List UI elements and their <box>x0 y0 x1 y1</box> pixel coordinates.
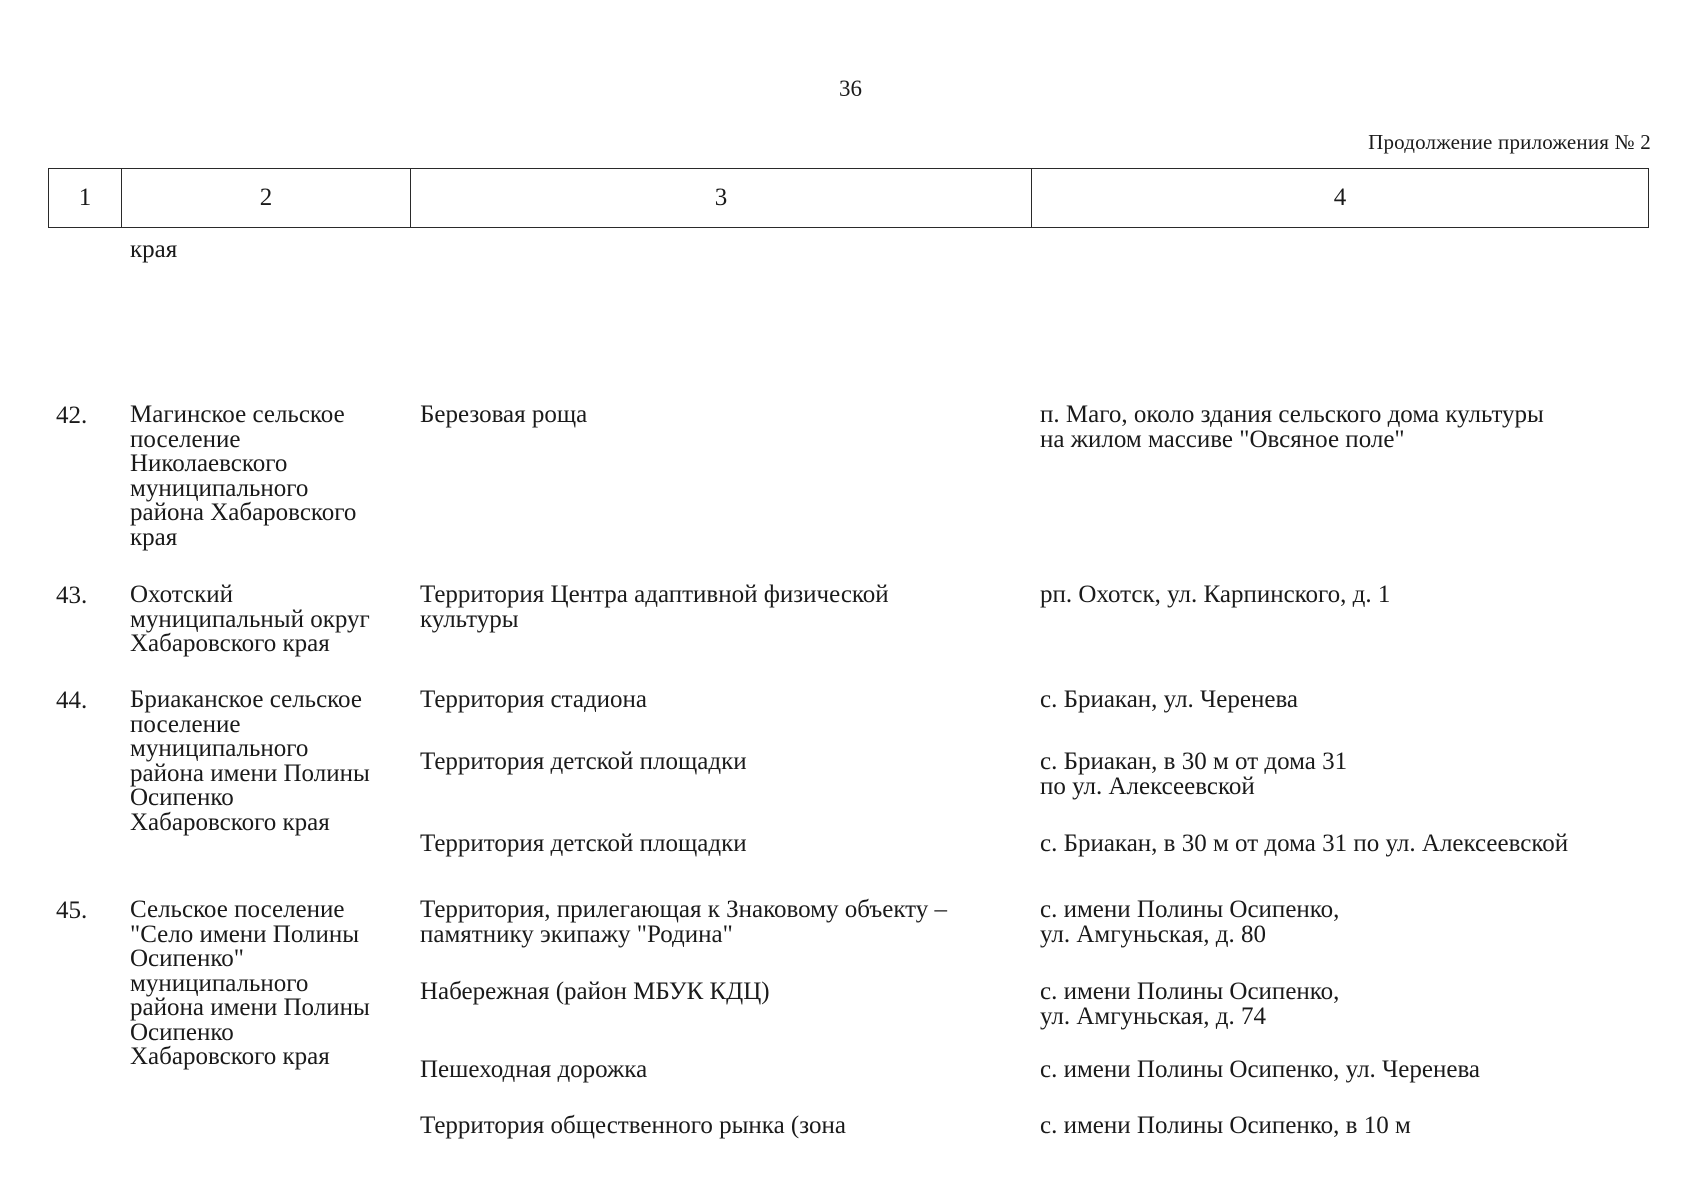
row-region: Сельское поселение "Село имени Полины Осипенко" муниципального района имени Полины Осипенко Хабаровского края <box>130 896 370 1070</box>
row-region: Магинское сельское поселение Николаевского муниципального района Хабаровского края <box>130 401 357 551</box>
page-number: 36 <box>839 76 862 101</box>
place-address: с. Бриакан, в 30 м от дома 31 по ул. Алексеевской <box>1040 830 1569 857</box>
place-address: с. имени Полины Осипенко, ул. Амгуньская, д. 80 <box>1040 896 1340 948</box>
row-number: 45. <box>56 897 88 924</box>
header-col-1: 1 <box>49 169 122 227</box>
place-address: с. Бриакан, ул. Черенева <box>1040 686 1299 713</box>
place-name: Территория общественного рынка (зона <box>420 1112 846 1139</box>
row-number: 42. <box>56 402 88 429</box>
place-address: п. Маго, около здания сельского дома культуры на жилом массиве "Овсяное поле" <box>1040 401 1544 453</box>
place-name: Территория детской площадки <box>420 830 747 857</box>
place-name: Территория, прилегающая к Знаковому объекту – памятнику экипажу "Родина" <box>420 896 948 948</box>
place-address: с. имени Полины Осипенко, в 10 м <box>1040 1112 1411 1139</box>
place-name: Березовая роща <box>420 401 588 428</box>
row-number: 44. <box>56 687 88 714</box>
row-region: Охотский муниципальный округ Хабаровского края <box>130 581 370 657</box>
place-address: с. Бриакан, в 30 м от дома 31 по ул. Алексеевской <box>1040 748 1348 800</box>
place-name: Территория детской площадки <box>420 748 747 775</box>
place-name: Территория стадиона <box>420 686 648 713</box>
place-address: с. имени Полины Осипенко, ул. Черенева <box>1040 1056 1481 1083</box>
place-address: с. имени Полины Осипенко, ул. Амгуньская, д. 74 <box>1040 978 1340 1030</box>
header-col-3: 3 <box>411 169 1032 227</box>
place-name: Набережная (район МБУК КДЦ) <box>420 978 770 1005</box>
place-name: Территория Центра адаптивной физической культуры <box>420 581 889 633</box>
header-col-2: 2 <box>122 169 411 227</box>
place-address: рп. Охотск, ул. Карпинского, д. 1 <box>1040 581 1391 608</box>
appendix-continuation-note: Продолжение приложения № 2 <box>1368 130 1651 154</box>
row-region: Бриаканское сельское поселение муниципального района имени Полины Осипенко Хабаровского края <box>130 686 370 836</box>
carryover-region-text: края <box>130 236 178 263</box>
table-header-row <box>48 168 1649 228</box>
place-name: Пешеходная дорожка <box>420 1056 648 1083</box>
header-col-4: 4 <box>1333 184 1347 211</box>
row-number: 43. <box>56 582 88 609</box>
